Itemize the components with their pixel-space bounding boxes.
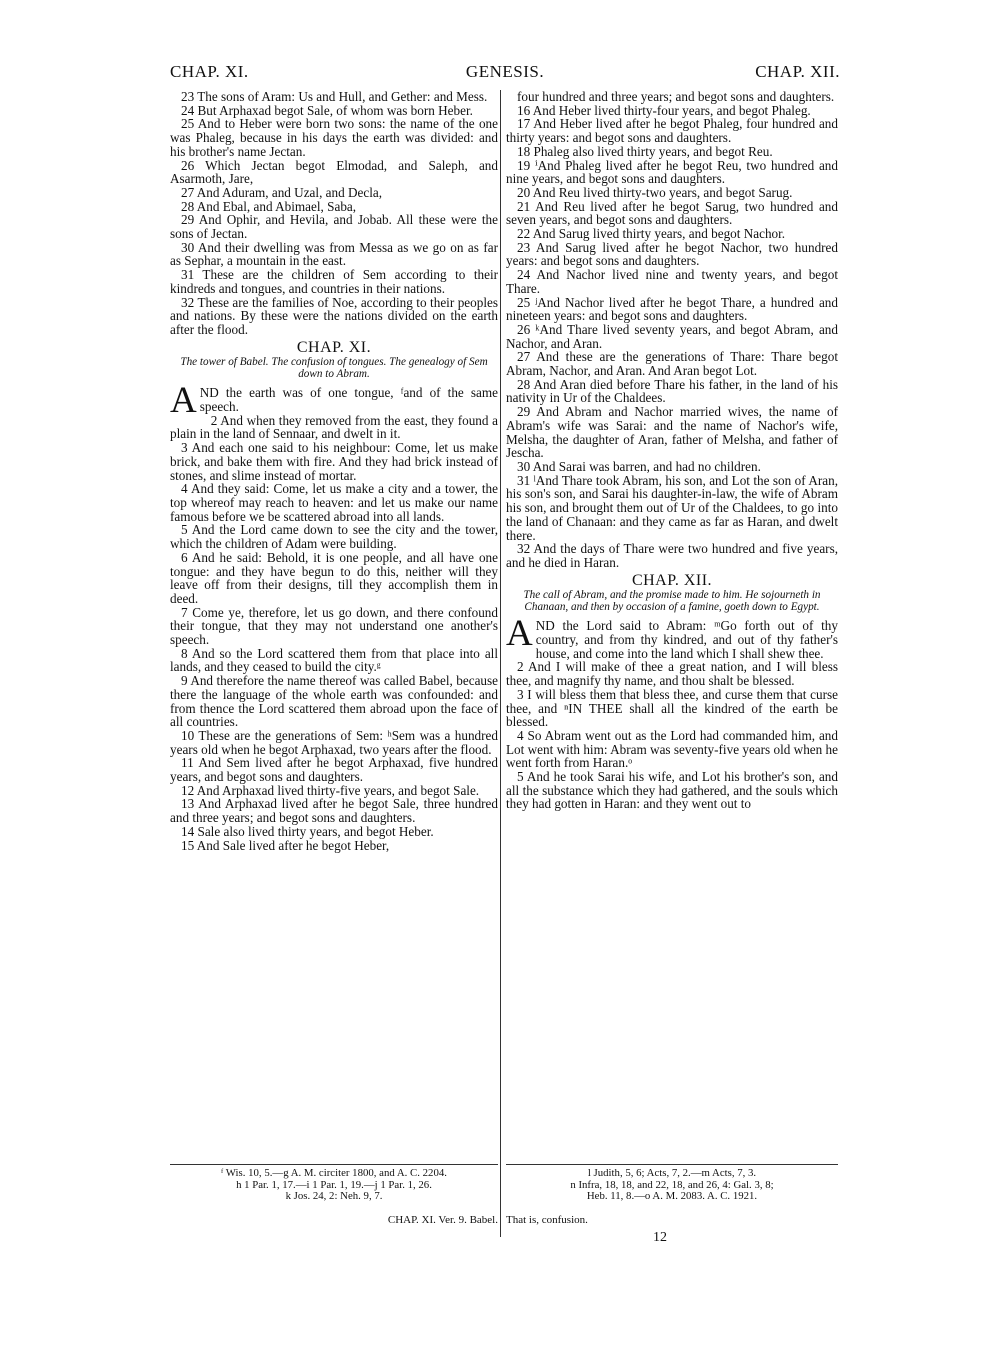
verse: 2 And when they removed from the east, they found a plain in the land of Sennaar, and dwelt in it. [170,412,498,442]
verse: 9 And therefore the name thereof was called Babel, because there the language of the whole earth was confounded: and from thence the Lord scattered them abroad upon the face of all countries. [170,673,498,730]
verse: 5 And the Lord came down to see the city and the tower, which the children of Adam were building. [170,522,498,552]
footnotes-left [170,1168,498,1203]
verse: 6 And he said: Behold, it is one people, and all have one tongue: and they have begun to do this, neither will they leave off from their designs, till they accomplish them in deed. [170,549,498,606]
verse: 29 And Abram and Nachor married wives, the name of Abram's wife was Sarai: and the name of Nachor's wife, Melsha, the daughter of Aran, father of Melsha, and father of Jescha. [506,404,838,461]
verse: 21 And Reu lived after he begot Sarug, two hundred and seven years, and begot sons and daughters. [506,198,838,228]
verse: 23 The sons of Aram: Us and Hull, and Gether: and Mess. [181,89,488,104]
chapter-summary-xii: The call of Abram, and the promise made to him. He sojourneth in Chanaan, and then by occasion of a famine, goeth down to Egypt. [523,589,821,614]
verse: 15 And Sale lived after he begot Heber, [181,837,390,853]
verse: 31 These are the children of Sem according to their kindreds and tongues, and countries in their nations. [170,267,498,296]
verse: 27 And these are the generations of Thare: Thare begot Abram, Nachor, and Aran. And Aran begot Lot. [506,349,838,379]
header-left: CHAP. XI. [170,62,249,81]
verse: 24 And Nachor lived nine and twenty years, and begot Thare. [506,267,838,296]
drop-cap: A [170,380,197,422]
verse: 25 ʲAnd Nachor lived after he begot Thare, a hundred and nineteen years: and begot sons and daughters. [506,294,838,324]
verse: 20 And Reu lived thirty-two years, and begot Sarug. [517,184,793,200]
verse: 4 So Abram went out as the Lord had commanded him, and Lot went with him: Abram was seventy-five years old when he went forth from Haran.ᵒ [506,727,838,771]
footnotes-right [506,1168,838,1203]
verse: 12 And Arphaxad lived thirty-five years, and begot Sale. [181,782,480,798]
header-right: CHAP. XII. [755,62,840,81]
verse: 24 But Arphaxad begot Sale, of whom was born Heber. [181,102,473,118]
footnote-rule-right [506,1164,838,1165]
footnote-rule-left [170,1164,498,1165]
verse: 30 And Sarai was barren, and had no children. [517,458,761,474]
catchline-left: CHAP. XI. Ver. 9. Babel. [387,1214,498,1226]
first-verse-text: ND the earth was of one tongue, ᶠand of the same speech. [199,385,498,415]
left-verses-bottom [170,414,498,853]
drop-cap: A [506,613,533,655]
verse: 31 ˡAnd Thare took Abram, his son, and Lot the son of Aran, his son's son, and Sarai his daughter-in-law, the wife of Abram his son, and brought them out of Ur of the Chaldees, to go into the land of Chanaan: and they came as far as Haran, and dwelt there. [506,472,838,543]
chapter-heading-xi: CHAP. XI. [296,338,372,356]
verse: 29 And Ophir, and Hevila, and Jobab. All these were the sons of Jectan. [170,212,498,242]
catchline-right: That is, confusion. [506,1214,588,1226]
verse: 4 And they said: Come, let us make a city and a tower, the top whereof may reach to heaven: and let us make our name famous before we be scattered abroad into all lands. [170,481,498,524]
running-header [170,62,840,84]
verse: 14 Sale also lived thirty years, and begot Heber. [181,823,434,839]
left-verses-top [170,90,498,337]
header-center: GENESIS. [465,62,545,81]
footnote-line: n Infra, 18, 18, and 22, 18, and 26, 4: Gal. 3, 8; [570,1178,774,1191]
verse: 23 And Sarug lived after he begot Nachor, two hundred years: and begot sons and daughters. [506,239,838,269]
verse: 32 These are the families of Noe, according to their peoples and nations. By these were the nations divided on the earth after the flood. [170,294,498,337]
verse: 30 And their dwelling was from Messa as we go on as far as Sephar, a mountain in the east. [170,239,498,269]
verse: 27 And Aduram, and Uzal, and Decla, [181,184,383,200]
footnote-line: Heb. 11, 8.—o A. M. 2083. A. C. 1921. [586,1190,758,1202]
footnote-line: k Jos. 24, 2: Neh. 9, 7. [285,1190,383,1202]
right-column [506,90,838,811]
verse: 26 Which Jectan begot Elmodad, and Saleph, and Asarmoth, Jare, [170,157,498,187]
verse: 16 And Heber lived thirty-four years, and begot Phaleg. [517,102,811,118]
verse: 3 I will bless them that bless thee, and curse them that curse thee, and ⁿIN THEE shall all the kindred of the earth be blessed. [506,686,838,730]
verse: 13 And Arphaxad lived after he begot Sale, three hundred and three years; and begot sons and daughters. [170,796,498,826]
chapter-heading-xii: CHAP. XII. [631,571,713,589]
verse: 28 And Aran died before Thare his father, in the land of his nativity in Ur of the Chaldees. [506,376,838,406]
footnote-line: h 1 Par. 1, 17.—i 1 Par. 1, 19.—j 1 Par. 1, 26. [236,1178,432,1191]
chapter-summary-xi: The tower of Babel. The confusion of tongues. The genealogy of Sem down to Abram. [180,356,488,381]
verse: 7 Come ye, therefore, let us go down, and there confound their tongue, that they may not understand one another's speech. [170,604,498,648]
verse: 18 Phaleg also lived thirty years, and begot Reu. [517,143,773,159]
footnote-line: ᶠ Wis. 10, 5.—g A. M. circiter 1800, and A. C. 2204. [221,1167,447,1179]
verse: 2 And I will make of thee a great nation, and I will bless thee, and magnify thy name, and thou shalt be blessed. [506,659,838,689]
verse: 17 And Heber lived after he begot Phaleg, four hundred and thirty years: and begot sons and daughters. [506,116,838,146]
verse: 22 And Sarug lived thirty years, and begot Nachor. [517,226,786,242]
left-column [170,90,498,852]
verse: 28 And Ebal, and Abimael, Saba, [181,198,357,214]
footnote-line: l Judith, 5, 6; Acts, 7, 2.—m Acts, 7, 3. [587,1167,757,1179]
verse: 3 And each one said to his neighbour: Come, let us make brick, and bake them with fire. And they had brick instead of stones, and slime instead of mortar. [170,440,498,483]
verse: 32 And the days of Thare were two hundred and five years, and he died in Haran. [506,541,838,570]
first-verse-xii [506,613,838,661]
verse: 10 These are the generations of Sem: ʰSem was a hundred years old when he begot Arphaxad, two years after the flood. [170,727,498,757]
first-verse-text: ND the Lord said to Abram: ᵐGo forth out of thy country, and from thy kindred, and out of thy father's house, and come into the land which I shall shew thee. [535,618,838,661]
verse: 19 ⁱAnd Phaleg lived after he begot Reu, two hundred and nine years, and begot sons and daughters. [506,157,838,187]
verse: 26 ᵏAnd Thare lived seventy years, and begot Abram, and Nachor, and Aran. [506,321,838,351]
column-divider [500,90,501,1237]
page-number: 12 [653,1230,667,1245]
right-verses-top [506,90,838,570]
right-verses-bottom [506,660,838,811]
verse: 5 And he took Sarai his wife, and Lot his brother's son, and all the substance which they had gathered, and the souls which they had gotten in Haran: and they went out to [506,769,838,812]
verse: four hundred and three years; and begot sons and daughters. [517,89,835,104]
verse: 25 And to Heber were born two sons: the name of the one was Phaleg, because in his days the earth was divided: and his brother's name Jectan. [170,116,498,159]
verse: 8 And so the Lord scattered them from that place into all lands, and they ceased to build the city.ᵍ [170,645,498,675]
verse: 11 And Sem lived after he begot Arphaxad, five hundred years, and begot sons and daughters. [170,755,498,785]
first-verse-xi [170,380,498,422]
